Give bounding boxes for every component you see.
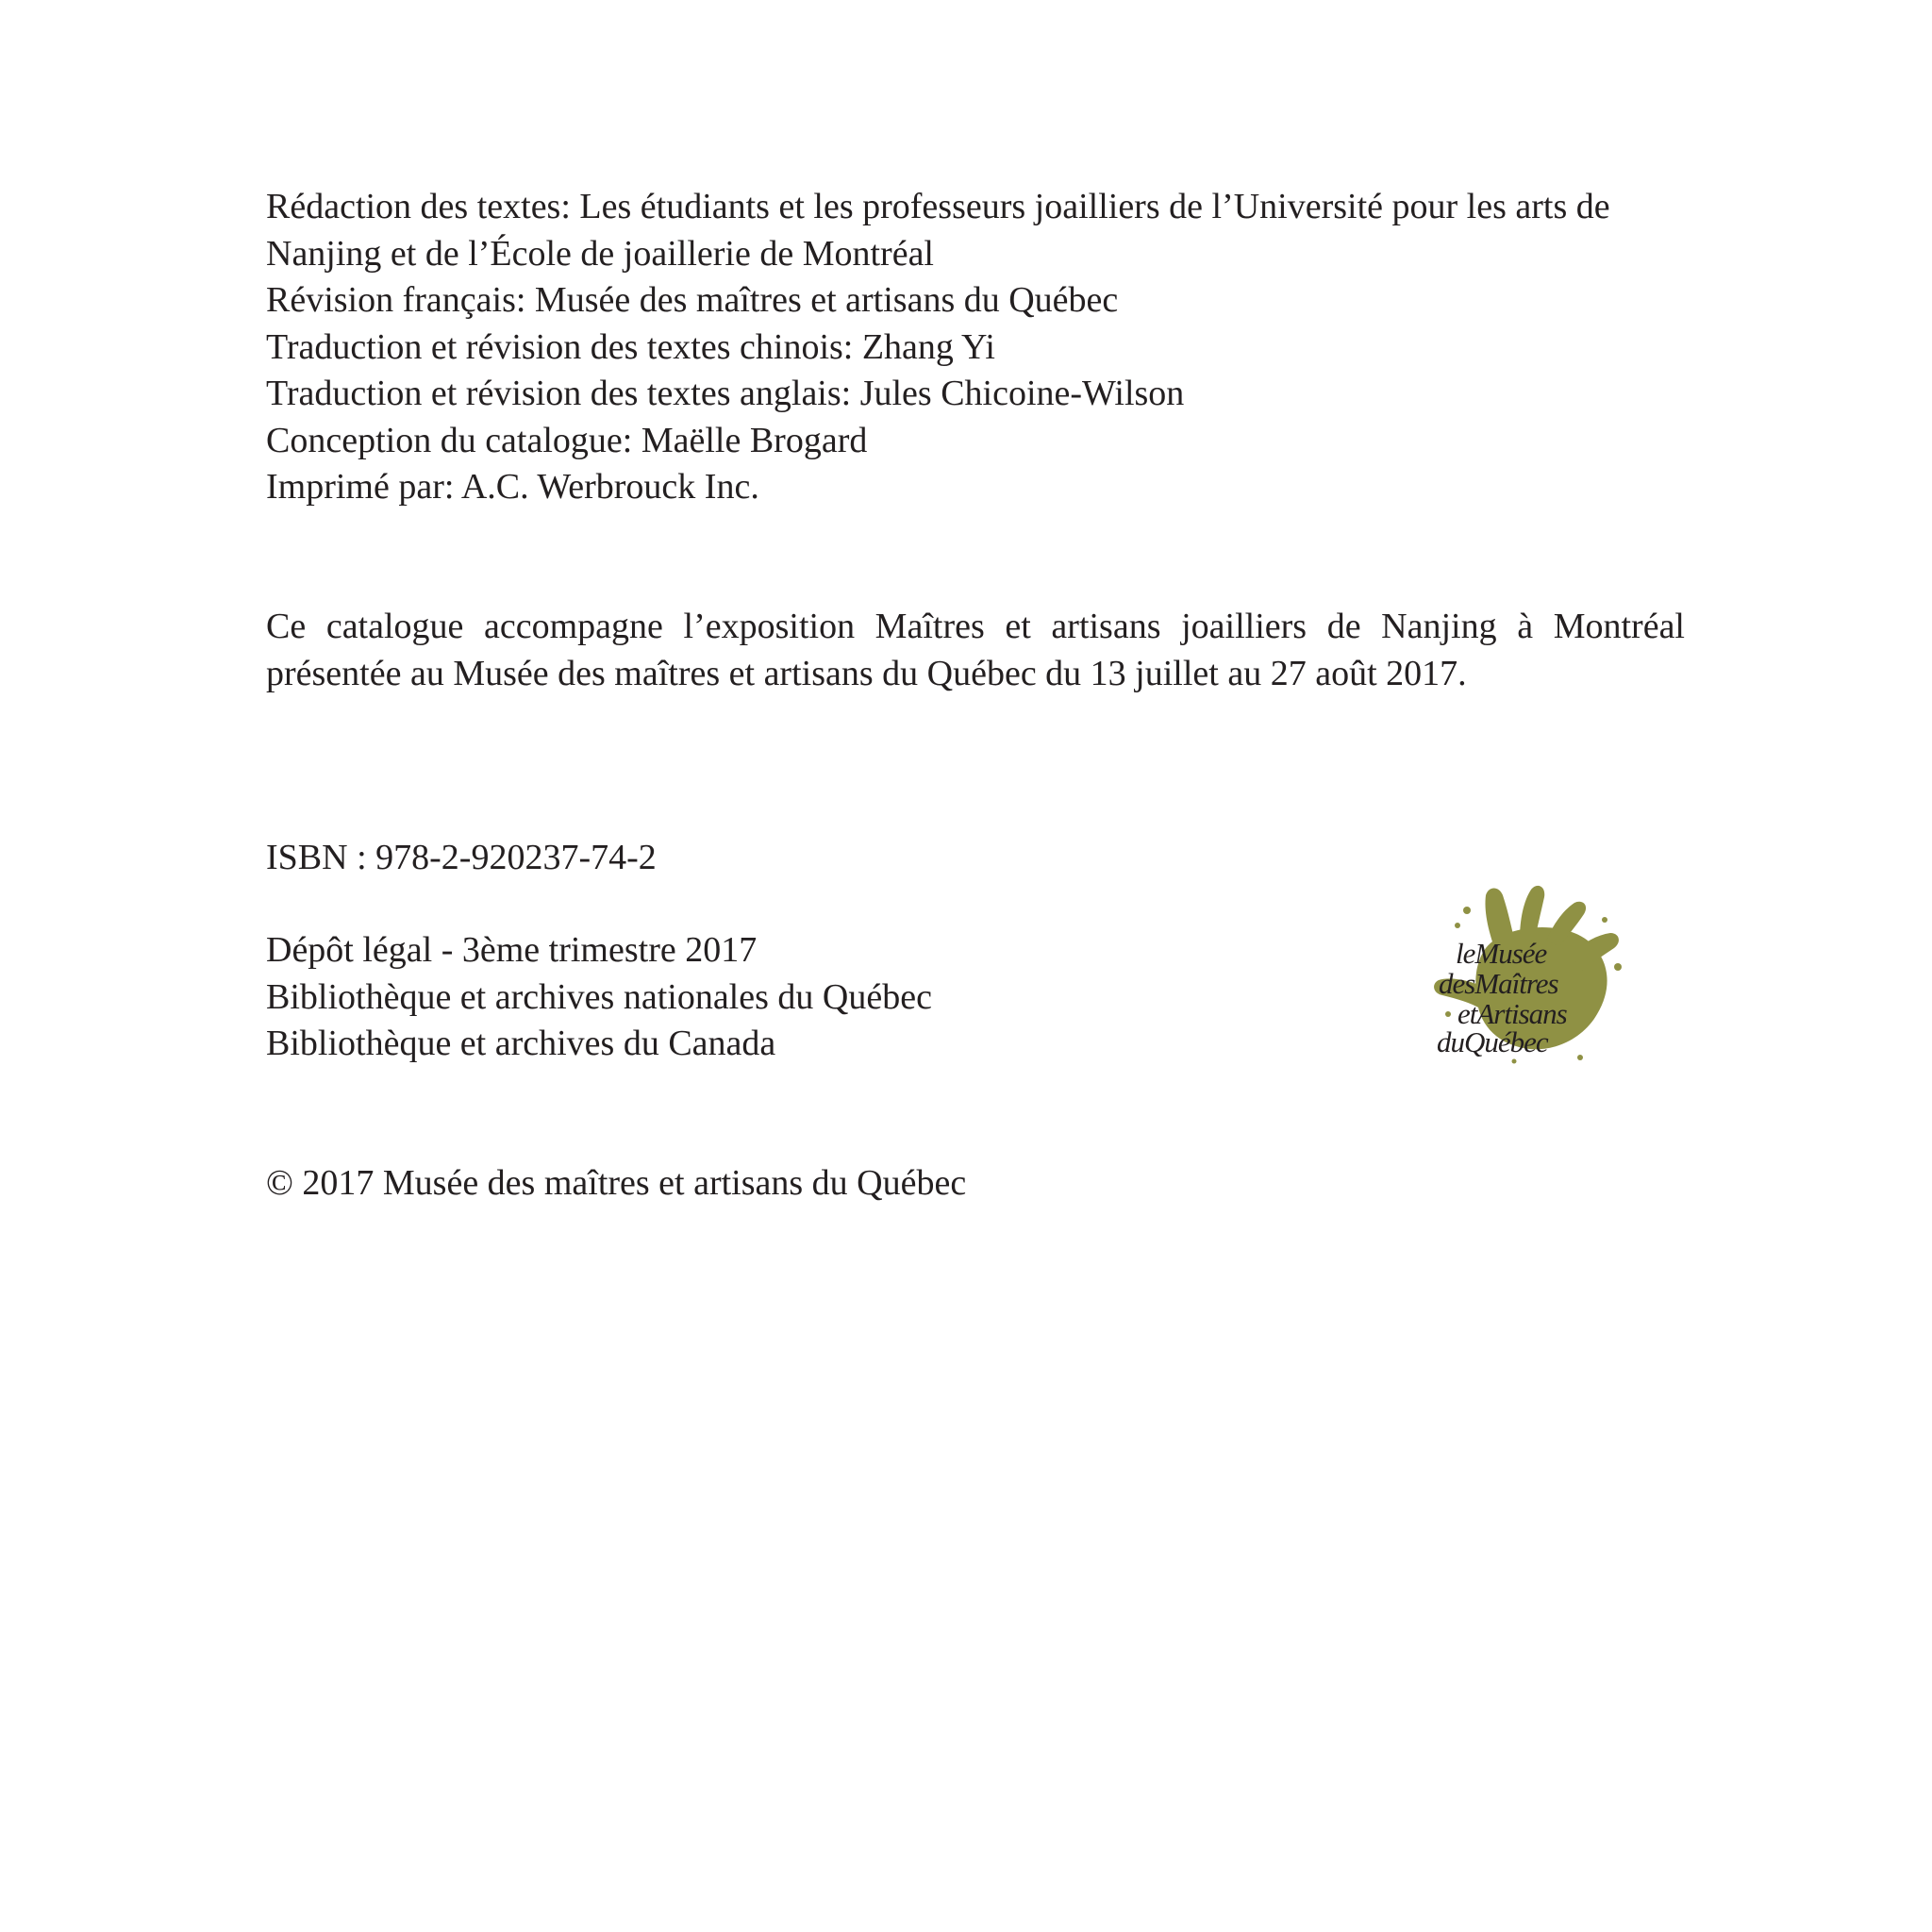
legal-deposit-bac: Bibliothèque et archives du Canada <box>266 1024 776 1063</box>
copyright-line: © 2017 Musée des maîtres et artisans du Québec <box>266 1163 967 1203</box>
logo-text-line4: duQuébec <box>1437 1025 1548 1058</box>
legal-deposit-line: Dépôt légal - 3ème trimestre 2017 <box>266 930 758 970</box>
credit-line-french-revision: Révision français: Musée des maîtres et artisans du Québec <box>266 280 1119 320</box>
legal-deposit-banq: Bibliothèque et archives nationales du Québec <box>266 976 932 1017</box>
handprint-logo-icon <box>1429 882 1627 1071</box>
credit-line-design: Conception du catalogue: Maëlle Brogard <box>266 420 868 460</box>
exhibition-paragraph: Ce catalogue accompagne l’exposition Maîtres et artisans joailliers de Nanjing à Montréal présentée au Musée des maîtres et artisans du Québec du 13 juillet au 27 août 2017. <box>266 607 1685 693</box>
exhibition-paragraph-block <box>266 604 1685 697</box>
logo-text-line2: desMaîtres <box>1439 967 1558 1000</box>
isbn-line: ISBN : 978-2-920237-74-2 <box>266 838 657 877</box>
museum-logo <box>1429 882 1627 1071</box>
credits-block <box>266 184 1685 511</box>
credit-line-writing: Rédaction des textes: Les étudiants et les professeurs joailliers de l’Université pour les arts de Nanjing et de l’École de joaillerie de Montréal <box>266 187 1610 274</box>
logo-text-line3: etArtisans <box>1457 997 1567 1030</box>
logo-text-line1: leMusée <box>1456 937 1547 970</box>
credit-line-english-translation: Traduction et révision des textes anglais: Jules Chicoine-Wilson <box>266 374 1185 413</box>
credit-line-printer: Imprimé par: A.C. Werbrouck Inc. <box>266 467 759 507</box>
credit-line-chinese-translation: Traduction et révision des textes chinois: Zhang Yi <box>266 326 995 367</box>
